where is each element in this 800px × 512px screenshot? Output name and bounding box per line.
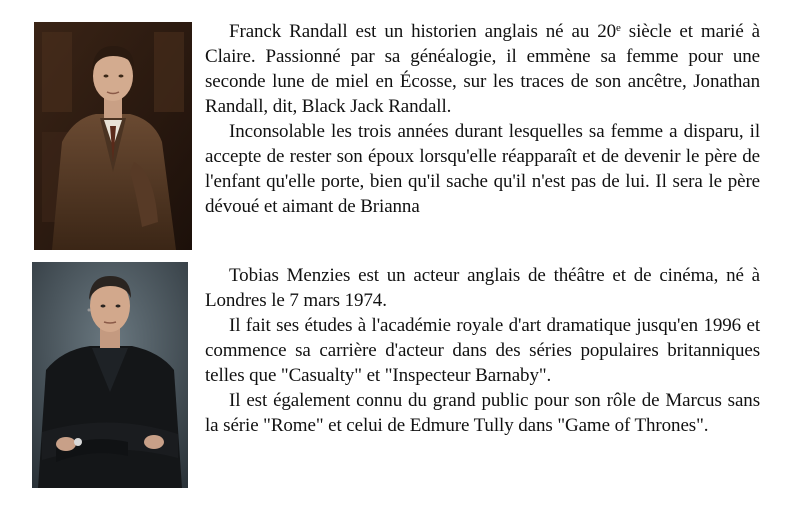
actor-paragraph-3: Il est également connu du grand public pour son rôle de Marcus sans la série "Rome" et celui de Edmure Tully dans "Game of Thrones".: [205, 390, 760, 436]
character-paragraph-1: [205, 19, 760, 119]
actor-portrait: [32, 262, 188, 488]
character-paragraph-1-text: Franck Randall est un historien anglais né au 20: [229, 21, 617, 42]
ordinal-superscript: e: [616, 22, 621, 34]
character-paragraph-1-text-cont: siècle et marié à Claire. Passionné par sa généalogie, il emmène sa femme pour une seconde lune de miel en Écosse, sur les traces de son ancêtre, Jonathan Randall, dit, Black Jack Randall.: [205, 21, 760, 117]
actor-biography: [205, 263, 760, 438]
actor-paragraph-2: Il fait ses études à l'académie royale d'art dramatique jusqu'en 1996 et commence sa carrière d'acteur dans des séries populaires britanniques telles que "Casualty" et "Inspecteur Barnaby".: [205, 315, 760, 386]
actor-paragraph-1: Tobias Menzies est un acteur anglais de théâtre et de cinéma, né à Londres le 7 mars 1974.: [205, 265, 760, 311]
character-portrait: [34, 22, 192, 250]
character-paragraph-2: Inconsolable les trois années durant lesquelles sa femme a disparu, il accepte de rester son époux lorsqu'elle réapparaît et de devenir le père de l'enfant qu'elle porte, bien qu'il sache qu'il n'est pas de lui. Il sera le père dévoué et aimant de Brianna: [205, 121, 760, 217]
character-biography: [205, 19, 760, 219]
